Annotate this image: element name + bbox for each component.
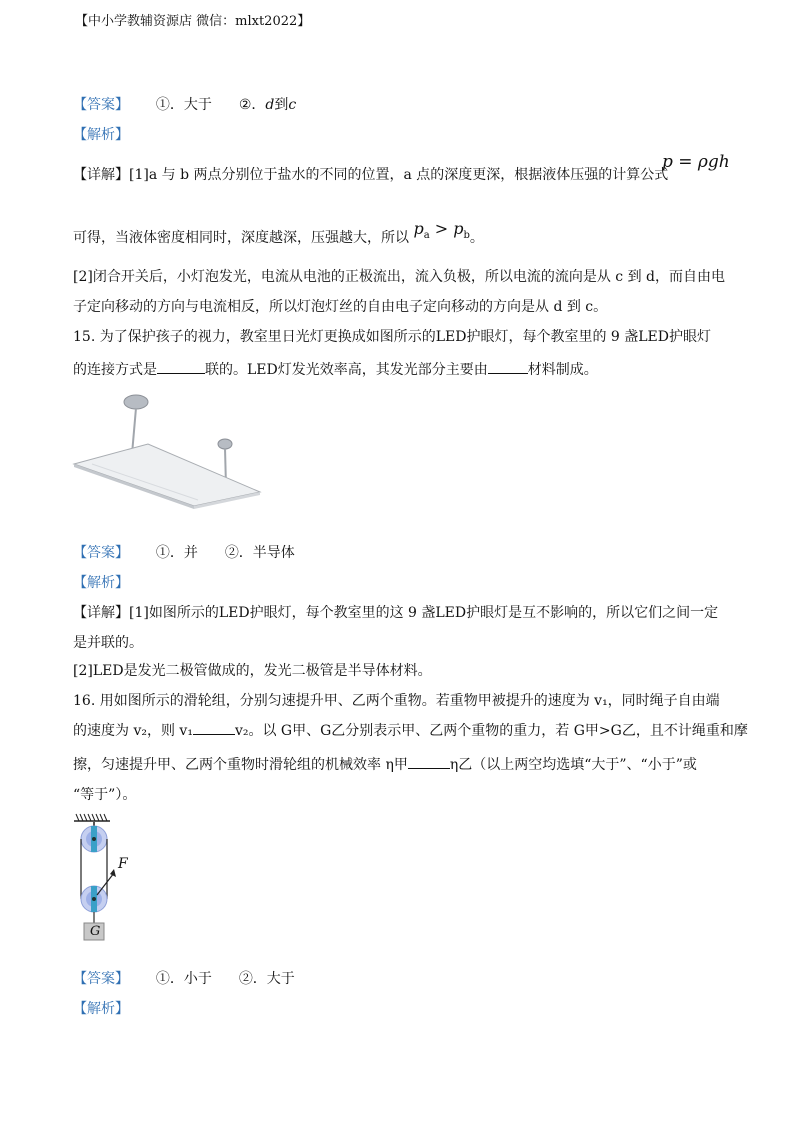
answer-2-prefix: ②． bbox=[238, 97, 266, 113]
q15-question-line1: 15. 为了保护孩子的视力，教室里日光灯更换成如图所示的LED护眼灯，每个教室里的 9 盏LED护眼灯 bbox=[73, 329, 712, 345]
q16-analysis-tag: 【解析】 bbox=[73, 1001, 129, 1017]
q16-question-line1: 16. 用如图所示的滑轮组，分别匀速提升甲、乙两个重物。若重物甲被提升的速度为 v₁，同时绳子自由端 bbox=[73, 693, 720, 709]
blank-2[interactable] bbox=[408, 756, 450, 769]
q15-detail-line3: [2]LED是发光二极管做成的，发光二极管是半导体材料。 bbox=[73, 663, 432, 679]
q16-question-line2 bbox=[73, 721, 748, 741]
q15-answer-row bbox=[73, 543, 733, 563]
formula-p-a: p bbox=[413, 219, 424, 238]
pulley-system-figure bbox=[70, 813, 140, 943]
blank-1[interactable] bbox=[157, 361, 205, 374]
q16-question-line3 bbox=[73, 755, 733, 775]
blank-1[interactable] bbox=[193, 722, 235, 735]
answer-2: ②．半导体 bbox=[224, 545, 295, 561]
q14-detail-line3: [2]闭合开关后，小灯泡发光，电流从电池的正极流出，流入负极，所以电流的流向是从 c 到 d，而自由电 bbox=[73, 269, 725, 285]
q14-detail-line2 bbox=[73, 219, 733, 254]
answer-2: ②．大于 bbox=[238, 971, 295, 987]
q16-line2-b: v₂。以 G甲、G乙分别表示甲、乙两个重物的重力，若 G甲>G乙，且不计绳重和摩 bbox=[234, 723, 748, 739]
answer-tag: 【答案】 bbox=[73, 971, 129, 987]
header-watermark: 【中小学教辅资源店 微信：mlxt2022】 bbox=[75, 14, 311, 29]
answer-1: ①．小于 bbox=[155, 971, 212, 987]
formula-pa bbox=[413, 219, 470, 242]
q16-line3-a: 擦，匀速提升甲、乙两个重物时滑轮组的机械效率 η甲 bbox=[73, 757, 408, 773]
q15-analysis-tag: 【解析】 bbox=[73, 575, 129, 591]
q16-line2-a: 的速度为 v₂，则 v₁ bbox=[73, 723, 193, 739]
q14-detail-line4: 子定向移动的方向与电流相反，所以灯泡灯丝的自由电子定向移动的方向是从 d 到 c。 bbox=[73, 299, 608, 315]
led-lamp-figure bbox=[70, 392, 270, 510]
q16-line3-b: η乙（以上两空均选填“大于”、“小于”或 bbox=[449, 757, 697, 773]
q14-analysis-tag: 【解析】 bbox=[73, 127, 129, 143]
sub-a: a bbox=[423, 230, 430, 242]
answer-2-mid: 到 bbox=[274, 97, 289, 113]
q15-line2-c: 材料制成。 bbox=[527, 362, 598, 378]
answer-tag: 【答案】 bbox=[73, 545, 129, 561]
answer-1: ①．大于 bbox=[155, 97, 212, 113]
q14-answer-row bbox=[73, 95, 733, 115]
q15-detail-line2: 是并联的。 bbox=[73, 635, 143, 651]
weight-label-G: G bbox=[90, 924, 101, 939]
q15-line2-b: 联的。LED灯发光效率高，其发光部分主要由 bbox=[205, 362, 488, 378]
blank-2[interactable] bbox=[488, 361, 528, 374]
answer-2-c: c bbox=[288, 97, 297, 113]
answer-2-d: d bbox=[265, 97, 275, 113]
q16-answer-row bbox=[73, 969, 733, 989]
q16-question-line4: “等于”）。 bbox=[73, 787, 137, 803]
answer-tag: 【答案】 bbox=[73, 97, 129, 113]
formula-gt-pb: > p bbox=[429, 219, 464, 238]
q15-question-line2 bbox=[73, 360, 733, 380]
formula-p-rho-g-h: p = ρgh bbox=[662, 152, 730, 172]
detail-line2-text: 可得，当液体密度相同时，深度越深，压强越大，所以 bbox=[73, 230, 409, 246]
q15-detail-line1: 【详解】[1]如图所示的LED护眼灯，每个教室里的这 9 盏LED护眼灯是互不影响的，所以它们之间一定 bbox=[73, 605, 719, 621]
answer-1: ①．并 bbox=[155, 545, 198, 561]
force-label-F: F bbox=[118, 856, 128, 872]
q14-detail-line1: 【详解】[1]a 与 b 两点分别位于盐水的不同的位置，a 点的深度更深，根据液体压强的计算公式 bbox=[73, 167, 669, 183]
sub-b: b bbox=[463, 230, 470, 242]
q15-line2-a: 的连接方式是 bbox=[73, 362, 157, 378]
detail-line2-end: 。 bbox=[469, 230, 484, 246]
